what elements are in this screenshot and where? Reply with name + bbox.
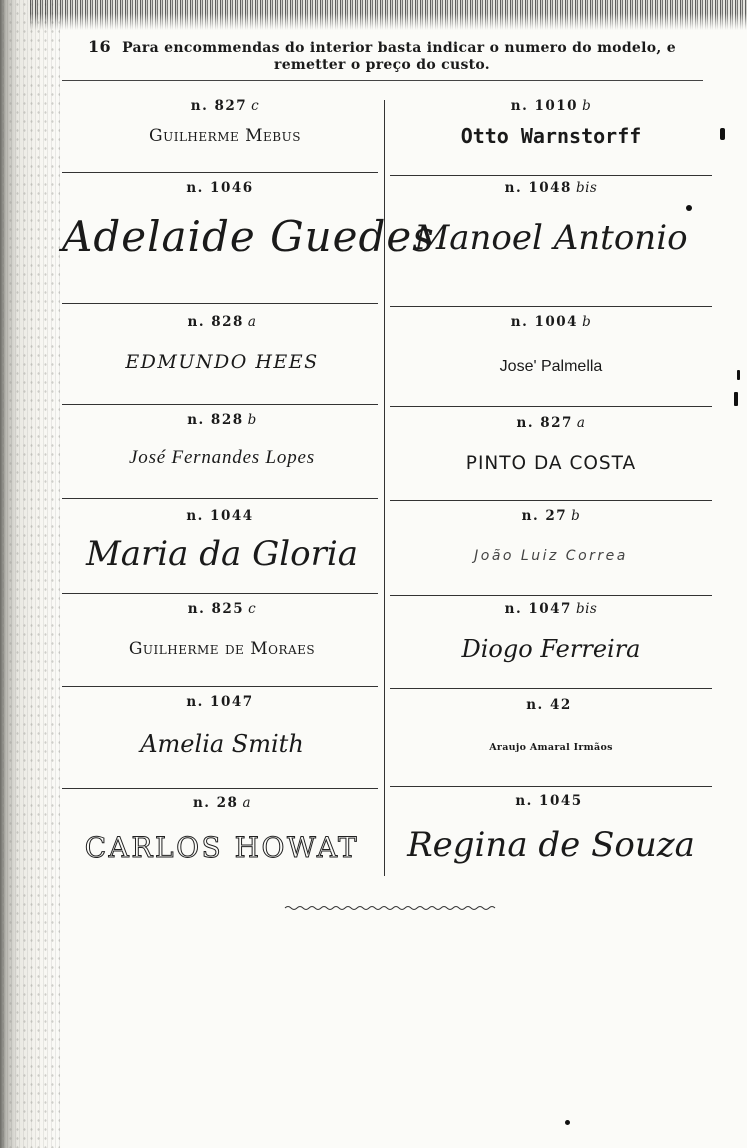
model-suffix: bis — [575, 180, 598, 196]
row-rule — [62, 686, 378, 687]
name-sample: Manoel Antonio — [414, 218, 688, 258]
model-number: n. 1004 — [510, 314, 579, 330]
name-sample: Amelia Smith — [140, 730, 304, 758]
model-number: n. 828 — [187, 314, 244, 330]
entry-9 — [390, 508, 712, 588]
row-rule — [62, 498, 378, 499]
model-suffix: a — [247, 314, 257, 330]
model-number: n. 1010 — [510, 98, 579, 114]
model-number: n. 27 — [521, 508, 568, 524]
header-rule — [62, 80, 703, 81]
row-rule — [390, 175, 712, 176]
paper-texture — [0, 0, 60, 1148]
name-sample: Araujo Amaral Irmãos — [489, 742, 613, 753]
name-sample: EDMUNDO HEES — [125, 351, 319, 373]
entry-2 — [62, 180, 435, 290]
scan-speck — [720, 128, 725, 140]
scan-speck — [565, 1120, 570, 1125]
row-rule — [390, 595, 712, 596]
scan-speck — [734, 392, 738, 406]
scan-noise-band — [30, 0, 747, 30]
model-number: n. 1047 — [186, 694, 254, 710]
entry-12 — [62, 694, 382, 780]
model-suffix: a — [242, 795, 252, 811]
model-suffix: b — [571, 508, 581, 524]
model-suffix: b — [582, 98, 592, 114]
name-sample: Adelaide Guedes — [62, 212, 435, 261]
name-sample: Regina de Souza — [407, 825, 695, 865]
name-sample: Diogo Ferreira — [461, 635, 641, 663]
entry-8 — [62, 508, 382, 588]
entry-4 — [62, 314, 382, 394]
entry-6 — [62, 412, 382, 492]
model-suffix: bis — [575, 601, 598, 617]
scan-speck — [686, 205, 692, 211]
row-rule — [62, 404, 378, 405]
model-suffix: c — [248, 601, 257, 617]
model-suffix: a — [576, 415, 586, 431]
name-sample: João Luiz Correa — [474, 548, 628, 564]
row-rule — [62, 593, 378, 594]
entry-13 — [390, 697, 712, 783]
entry-11 — [390, 601, 712, 681]
model-suffix: b — [247, 412, 257, 428]
name-sample: Otto Warnstorff — [460, 124, 642, 148]
entry-14 — [62, 795, 382, 880]
name-sample: PINTO DA COSTA — [465, 453, 637, 474]
entry-10 — [62, 601, 382, 681]
model-number: n. 825 — [187, 601, 245, 617]
row-rule — [390, 688, 712, 689]
model-suffix: b — [582, 314, 592, 330]
row-rule — [390, 306, 712, 307]
row-rule — [390, 406, 712, 407]
model-suffix: c — [251, 98, 260, 114]
model-number: n. 827 — [190, 98, 248, 114]
entry-3 — [390, 180, 712, 290]
row-rule — [390, 786, 712, 787]
model-number: n. 827 — [516, 415, 573, 431]
name-sample: Maria da Gloria — [85, 534, 359, 574]
entry-1 — [390, 98, 712, 168]
row-rule — [62, 788, 378, 789]
row-rule — [62, 172, 378, 173]
page-header — [62, 38, 702, 74]
model-number: n. 1047 — [504, 601, 572, 617]
name-sample: Guilherme Mebus — [149, 126, 301, 146]
entry-0 — [68, 98, 382, 168]
model-number: n. 28 — [192, 795, 239, 811]
header-text: Para encommendas do interior basta indicar o numero do modelo, e remetter o preço do custo. — [122, 40, 676, 73]
name-sample: Guilherme de Moraes — [128, 639, 316, 659]
entry-15 — [390, 793, 712, 883]
row-rule — [62, 303, 378, 304]
model-number: n. 1044 — [186, 508, 254, 524]
page-number: 16 — [88, 37, 111, 56]
model-number: n. 1048 — [504, 180, 572, 196]
entry-5 — [390, 314, 712, 394]
model-number: n. 1045 — [515, 793, 583, 809]
model-number: n. 42 — [526, 697, 572, 713]
closing-ornament-rule — [285, 904, 497, 912]
name-sample: Jose' Palmella — [499, 358, 603, 375]
name-sample: CARLOS HOWAT — [84, 831, 360, 864]
entry-7 — [390, 415, 712, 495]
model-number: n. 828 — [187, 412, 244, 428]
name-sample: José Fernandes Lopes — [129, 447, 315, 468]
row-rule — [390, 500, 712, 501]
model-number: n. 1046 — [186, 180, 254, 196]
scan-speck — [737, 370, 740, 380]
